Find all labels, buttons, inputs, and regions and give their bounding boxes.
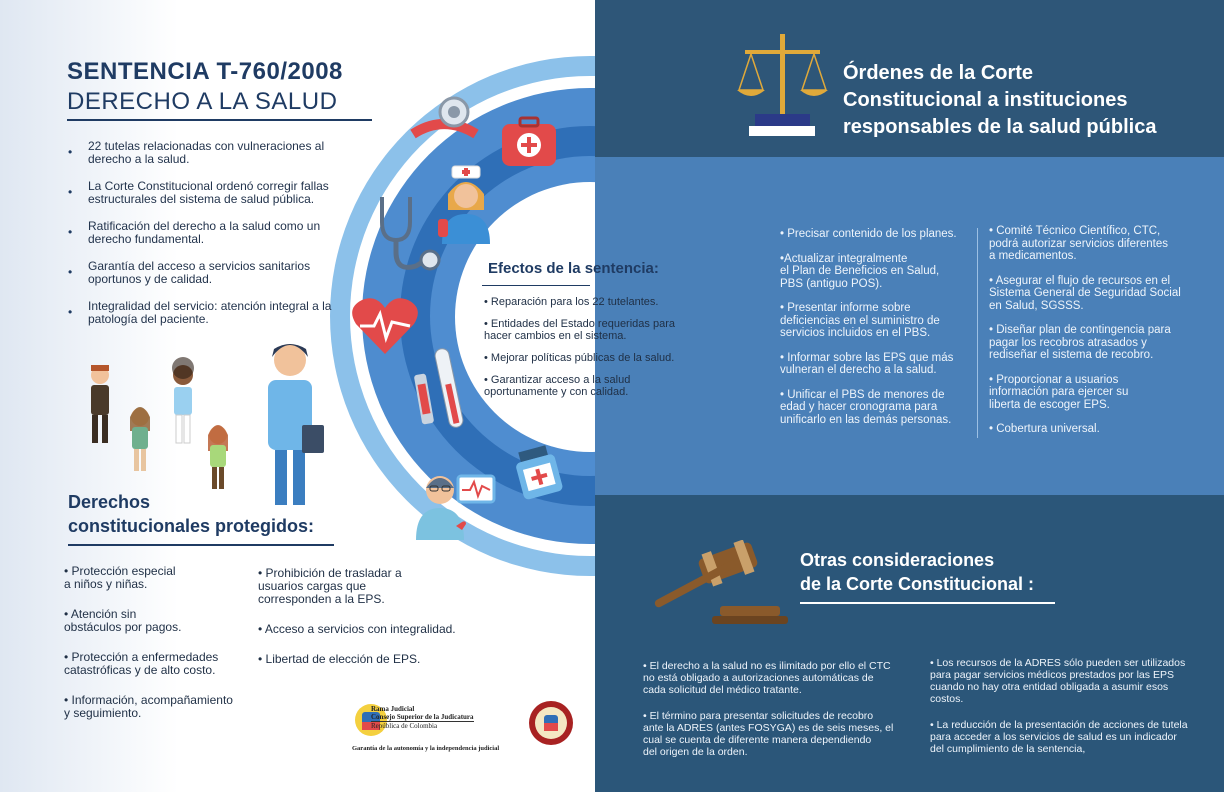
first-aid-kit-icon: [500, 116, 558, 168]
list-item: • El derecho a la salud no es ilimitado por ello el CTC no está obligado a autorizaciones automáticas de cada solicitud del médico tratante.: [643, 660, 891, 696]
list-item: • Los recursos de la ADRES sólo pueden ser utilizados para pagar servicios médicos prestados por las EPS cuando no hay otra entidad obligada a asumir esos costos.: [930, 657, 1186, 705]
orders-title: Órdenes de la Corte Constitucional a instituciones responsables de la salud pública: [843, 62, 1157, 138]
page-title: SENTENCIA T-760/2008: [67, 58, 343, 85]
title-divider: [67, 119, 372, 121]
list-item: • Garantía del acceso a servicios sanitarios oportunos y de calidad.: [66, 260, 356, 286]
rights-list-left: [64, 565, 254, 737]
list-item: • Prohibición de trasladar a usuarios cargas que corresponden a la EPS.: [258, 566, 402, 606]
people-illustration: [80, 335, 340, 510]
orders-column-divider: [977, 228, 978, 438]
list-item: • Informar sobre las EPS que más vulneran el derecho a la salud.: [780, 351, 954, 376]
list-item: • Unificar el PBS de menores de edad y hacer cronograma para unificarlo en las demás personas.: [780, 388, 952, 426]
list-item: • La Corte Constitucional ordenó corregir fallas estructurales del sistema de salud pública.: [66, 180, 356, 206]
list-item: • Reparación para los 22 tutelantes.: [484, 296, 659, 308]
list-item: • La reducción de la presentación de acciones de tutela para acceder a los servicios de salud es un indicador del cumplimiento de la sentencia,: [930, 719, 1188, 755]
stethoscope-headband-icon: [408, 94, 480, 154]
effects-list: [484, 296, 714, 408]
nurse-icon: [436, 164, 496, 246]
others-list-left: [643, 660, 903, 772]
list-item: • Atención sin obstáculos por pagos.: [64, 607, 182, 634]
effects-divider: [482, 285, 590, 286]
orders-list-right: [989, 225, 1209, 448]
list-item: • El término para presentar solicitudes de recobro ante la ADRES (antes FOSYGA) es de seis meses, el cual se cuenta de diferente manera dependiendo del origen de la orden.: [643, 710, 894, 758]
scales-of-justice-icon: [735, 30, 830, 138]
list-item: • Acceso a servicios con integralidad.: [258, 622, 456, 636]
list-item: • Precisar contenido de los planes.: [780, 228, 957, 240]
list-item: • Libertad de elección de EPS.: [258, 652, 421, 666]
list-item: • Integralidad del servicio: atención integral a la patología del paciente.: [66, 300, 356, 326]
logo-tagline: Garantía de la autonomía y la independencia judicial: [352, 745, 500, 752]
list-item: • Diseñar plan de contingencia para pagar los recobros atrasados y rediseñar el sistema de recobro.: [989, 324, 1171, 361]
rights-divider: [68, 544, 334, 546]
court-seal-icon: [527, 699, 575, 747]
list-item: • Asegurar el flujo de recursos en el Sistema General de Seguridad Social en Salud, SGSSS.: [989, 274, 1181, 312]
effects-title: Efectos de la sentencia:: [488, 260, 659, 277]
others-list-right: [930, 657, 1200, 769]
rights-title: Derechos constitucionales protegidos:: [68, 492, 315, 536]
others-title: Otras consideraciones de la Corte Constitucional :: [800, 550, 1035, 594]
doctor-monitor-icon: [414, 462, 498, 542]
list-item: • Garantizar acceso a la salud oportunamente y con calidad.: [484, 374, 631, 398]
list-item: • 22 tutelas relacionadas con vulneraciones al derecho a la salud.: [66, 140, 356, 166]
judicial-logo-text: Rama Judicial Consejo Superior de la Judicatura República de Colombia: [371, 705, 474, 730]
list-item: • Información, acompañamiento y seguimiento.: [64, 693, 233, 720]
syringe-thermometer-icon: [410, 344, 470, 444]
medicine-bottle-icon: [510, 444, 566, 500]
list-item: • Comité Técnico Científico, CTC, podrá autorizar servicios diferentes a medicamentos.: [989, 225, 1168, 262]
list-item: • Presentar informe sobre deficiencias en el suministro de servicios incluidos en el PBS.: [780, 302, 940, 339]
page-subtitle: DERECHO A LA SALUD: [67, 88, 338, 115]
rights-list-right: [258, 567, 468, 683]
list-item: • Protección especial a niños y niñas.: [64, 564, 176, 591]
orders-list-left: [780, 228, 980, 438]
list-item: • Cobertura universal.: [989, 423, 1100, 435]
list-item: • Ratificación del derecho a la salud como un derecho fundamental.: [66, 220, 356, 246]
stethoscope-icon: [372, 192, 444, 280]
list-item: • Mejorar políticas públicas de la salud.: [484, 352, 675, 364]
intro-bullet-list: [66, 140, 356, 340]
list-item: •Actualizar integralmente el Plan de Beneficios en Salud, PBS (antiguo POS).: [780, 252, 940, 290]
list-item: • Protección a enfermedades catastróficas y de alto costo.: [64, 650, 219, 677]
others-divider: [800, 602, 1055, 604]
gavel-icon: [640, 540, 790, 630]
list-item: • Entidades del Estado requeridas para hacer cambios en el sistema.: [484, 318, 675, 342]
list-item: • Proporcionar a usuarios información para ejercer su liberta de escoger EPS.: [989, 373, 1129, 411]
